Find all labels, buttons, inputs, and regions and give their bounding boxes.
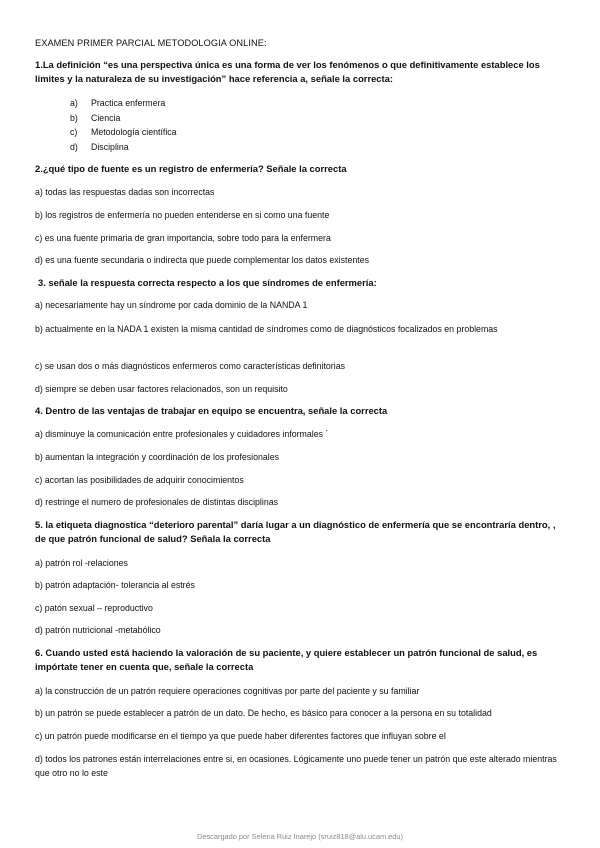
- option-marker: d): [70, 141, 78, 152]
- question-2: 2.¿qué tipo de fuente es un registro de enfermería? Señale la correcta: [35, 163, 347, 174]
- question-4: 4. Dentro de las ventajas de trabajar en equipo se encuentra, señale la correcta: [35, 405, 388, 416]
- answer-b: b) patrón adaptación- tolerancia al estrés: [35, 580, 195, 590]
- answer-b: b) un patrón se puede establecer a patrón de un dato. De hecho, es básico para conocer a la persona en su totalidad: [35, 708, 492, 718]
- option-d: [70, 140, 177, 155]
- answer-d: d) todos los patrones están interrelaciones entre si, en ocasiones. Lógicamente uno puede tener un patrón que este alterado mientras que otro no lo este: [35, 754, 557, 778]
- option-marker: a): [70, 98, 78, 108]
- answer-c: c) acortan las posibilidades de adquirir conocimientos: [35, 475, 244, 485]
- option-text: Disciplina: [91, 141, 129, 152]
- option-text: Ciencia: [91, 112, 121, 123]
- option-marker: b): [70, 112, 78, 123]
- option-a: [70, 96, 177, 111]
- option-b: [70, 111, 177, 126]
- option-text: Metodología científica: [91, 127, 177, 138]
- question-6: 6. Cuando usted está haciendo la valoración de su paciente, y quiere establecer un patrón funcional de salud, es impórtate tener en cuenta que, señale la correcta: [35, 647, 538, 672]
- answer-c: c) se usan dos o más diagnósticos enfermeros como características definitorias: [35, 361, 345, 371]
- option-c: [70, 125, 177, 140]
- answer-c: c) patón sexual – reproductivo: [35, 603, 153, 613]
- option-text: Practica enfermera: [91, 98, 166, 108]
- answer-d: d) es una fuente secundaria o indirecta que puede complementar los datos existentes: [35, 255, 370, 265]
- question-1: 1.La definición “es una perspectiva única es una forma de ver los fenómenos o que definitivamente establece los limites y la naturaleza de su investigación” hace referencia a, señale la correcta:: [35, 59, 540, 84]
- answer-b: b) los registros de enfermería no pueden entenderse en si como una fuente: [35, 210, 330, 220]
- answer-b: b) aumentan la integración y coordinación de los profesionales: [35, 452, 280, 462]
- answer-b: b) actualmente en la NADA 1 existen la misma cantidad de síndromes como de diagnósticos focalizados en problemas: [35, 324, 498, 334]
- answer-a: a) todas las respuestas dadas son incorrectas: [35, 187, 215, 197]
- answer-d: d) patrón nutricional -metabólico: [35, 625, 161, 635]
- answer-c: c) un patrón puede modificarse en el tiempo ya que puede haber diferentes factores que influyan sobre el: [35, 731, 446, 741]
- question-5: 5. la etiqueta diagnostica “deterioro parental” daría lugar a un diagnóstico de enfermería que se encontraría dentro, , de que patrón funcional de salud? Señala la correcta: [35, 519, 556, 544]
- answer-c: c) es una fuente primaria de gran importancia, sobre todo para la enfermera: [35, 233, 331, 243]
- answer-a: a) patrón rol -relaciones: [35, 558, 128, 568]
- exam-title: EXAMEN PRIMER PARCIAL METODOLOGIA ONLINE:: [35, 38, 267, 48]
- question-1-options: [70, 96, 177, 154]
- answer-a: a) la construcción de un patrón requiere operaciones cognitivas por parte del paciente y su familiar: [35, 686, 420, 696]
- answer-d: d) restringe el numero de profesionales de distintas disciplinas: [35, 497, 279, 507]
- answer-d: d) siempre se deben usar factores relacionados, son un requisito: [35, 384, 288, 394]
- option-marker: c): [70, 127, 78, 138]
- question-3: 3. señale la respuesta correcta respecto a los que síndromes de enfermería:: [38, 277, 377, 288]
- download-footer: Descargado por Selena Ruiz Inarejo (sruiz818@alu.ucam.edu): [197, 832, 403, 841]
- answer-a: a) necesariamente hay un síndrome por cada dominio de la NANDA 1: [35, 300, 308, 310]
- answer-a: a) disminuye la comunicación entre profesionales y cuidadores informales ´: [35, 429, 329, 439]
